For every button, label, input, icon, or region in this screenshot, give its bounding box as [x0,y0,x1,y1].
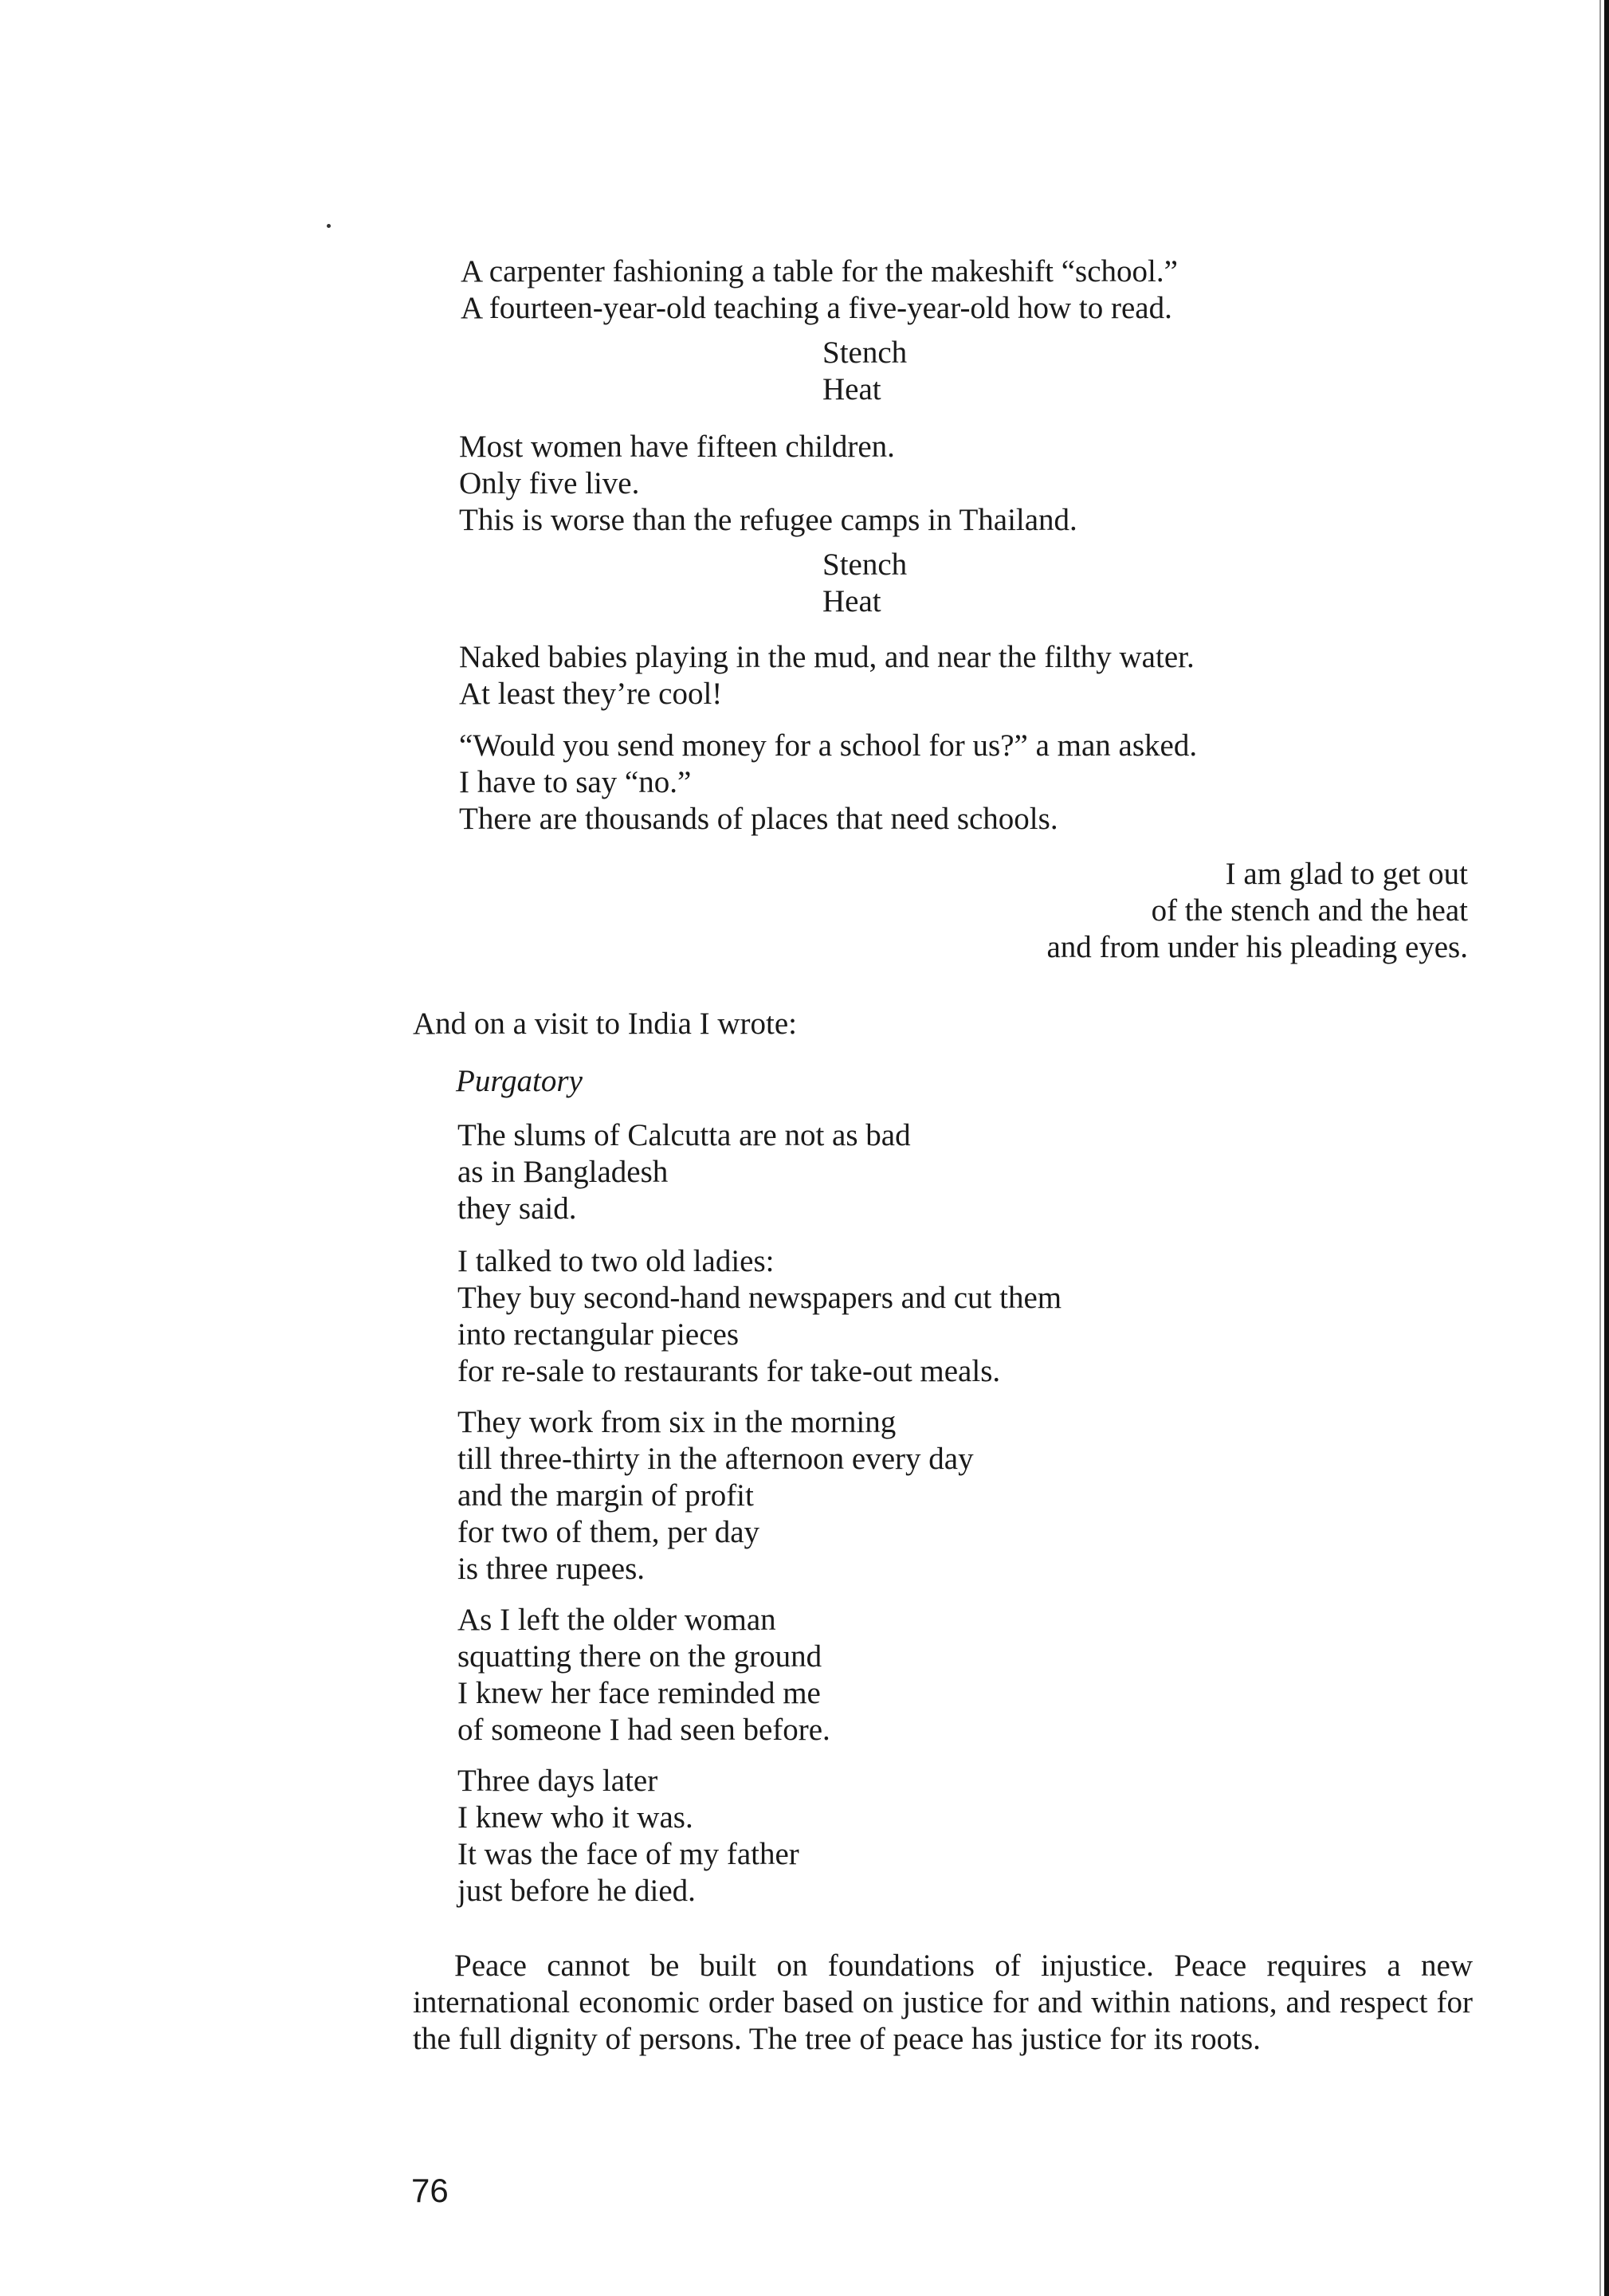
poem-line: into rectangular pieces [457,1317,739,1352]
closing-paragraph: Peace cannot be built on foundations of injustice. Peace requires a new international economic order based on justice for and within nations, and respect for the full dignity of persons. The tree of peace has justice for its roots. [413,1949,1473,2056]
intro-text: And on a visit to India I wrote: [413,1007,797,1041]
poem-line: Most women have fifteen children. [459,430,895,464]
refrain-line: Heat [822,584,881,618]
poem-line: Only five live. [459,466,640,500]
poem-line: I knew who it was. [457,1800,693,1835]
poem-line: This is worse than the refugee camps in Thailand. [459,503,1077,537]
poem-line: A carpenter fashioning a table for the makeshift “school.” [461,254,1178,288]
refrain-line: Heat [822,372,881,406]
refrain-line: Stench [822,336,908,370]
poem-line: for two of them, per day [457,1515,760,1549]
refrain-line: Stench [822,548,908,582]
poem-line: I knew her face reminded me [457,1676,821,1710]
poem-line: I talked to two old ladies: [457,1244,775,1278]
poem-line: As I left the older woman [457,1603,776,1637]
poem-line: It was the face of my father [457,1837,799,1871]
poem-line: The slums of Calcutta are not as bad [457,1118,911,1152]
poem-title: Purgatory [456,1064,583,1098]
poem-line: just before he died. [457,1874,696,1908]
poem-line: Three days later [457,1764,658,1798]
poem-line: They work from six in the morning [457,1405,897,1439]
poem-line: There are thousands of places that need schools. [459,802,1058,836]
page-number: 76 [411,2172,449,2209]
page-edge-shadow [1599,0,1601,2296]
poem-line: and the margin of profit [457,1478,754,1513]
poem-line: as in Bangladesh [457,1155,669,1189]
poem-line: They buy second-hand newspapers and cut them [457,1281,1062,1315]
scan-speck [327,224,331,228]
poem-line: and from under his pleading eyes. [1046,930,1468,964]
poem-line: “Would you send money for a school for us?” a man asked. [459,728,1198,763]
poem-line: is three rupees. [457,1552,645,1586]
poem-line: they said. [457,1191,577,1226]
poem-line: At least they’re cool! [459,677,723,711]
poem-line: A fourteen-year-old teaching a five-year-old how to read. [461,291,1172,325]
poem-line: of the stench and the heat [1151,893,1468,928]
poem-line: I have to say “no.” [459,765,692,799]
poem-line: till three-thirty in the afternoon every day [457,1442,974,1476]
poem-line: I am glad to get out [1225,857,1468,891]
poem-line: Naked babies playing in the mud, and near the filthy water. [459,640,1195,674]
poem-line: squatting there on the ground [457,1639,822,1674]
poem-line: for re-sale to restaurants for take-out meals. [457,1354,1001,1388]
poem-line: of someone I had seen before. [457,1713,830,1747]
page-edge [1604,0,1609,2296]
